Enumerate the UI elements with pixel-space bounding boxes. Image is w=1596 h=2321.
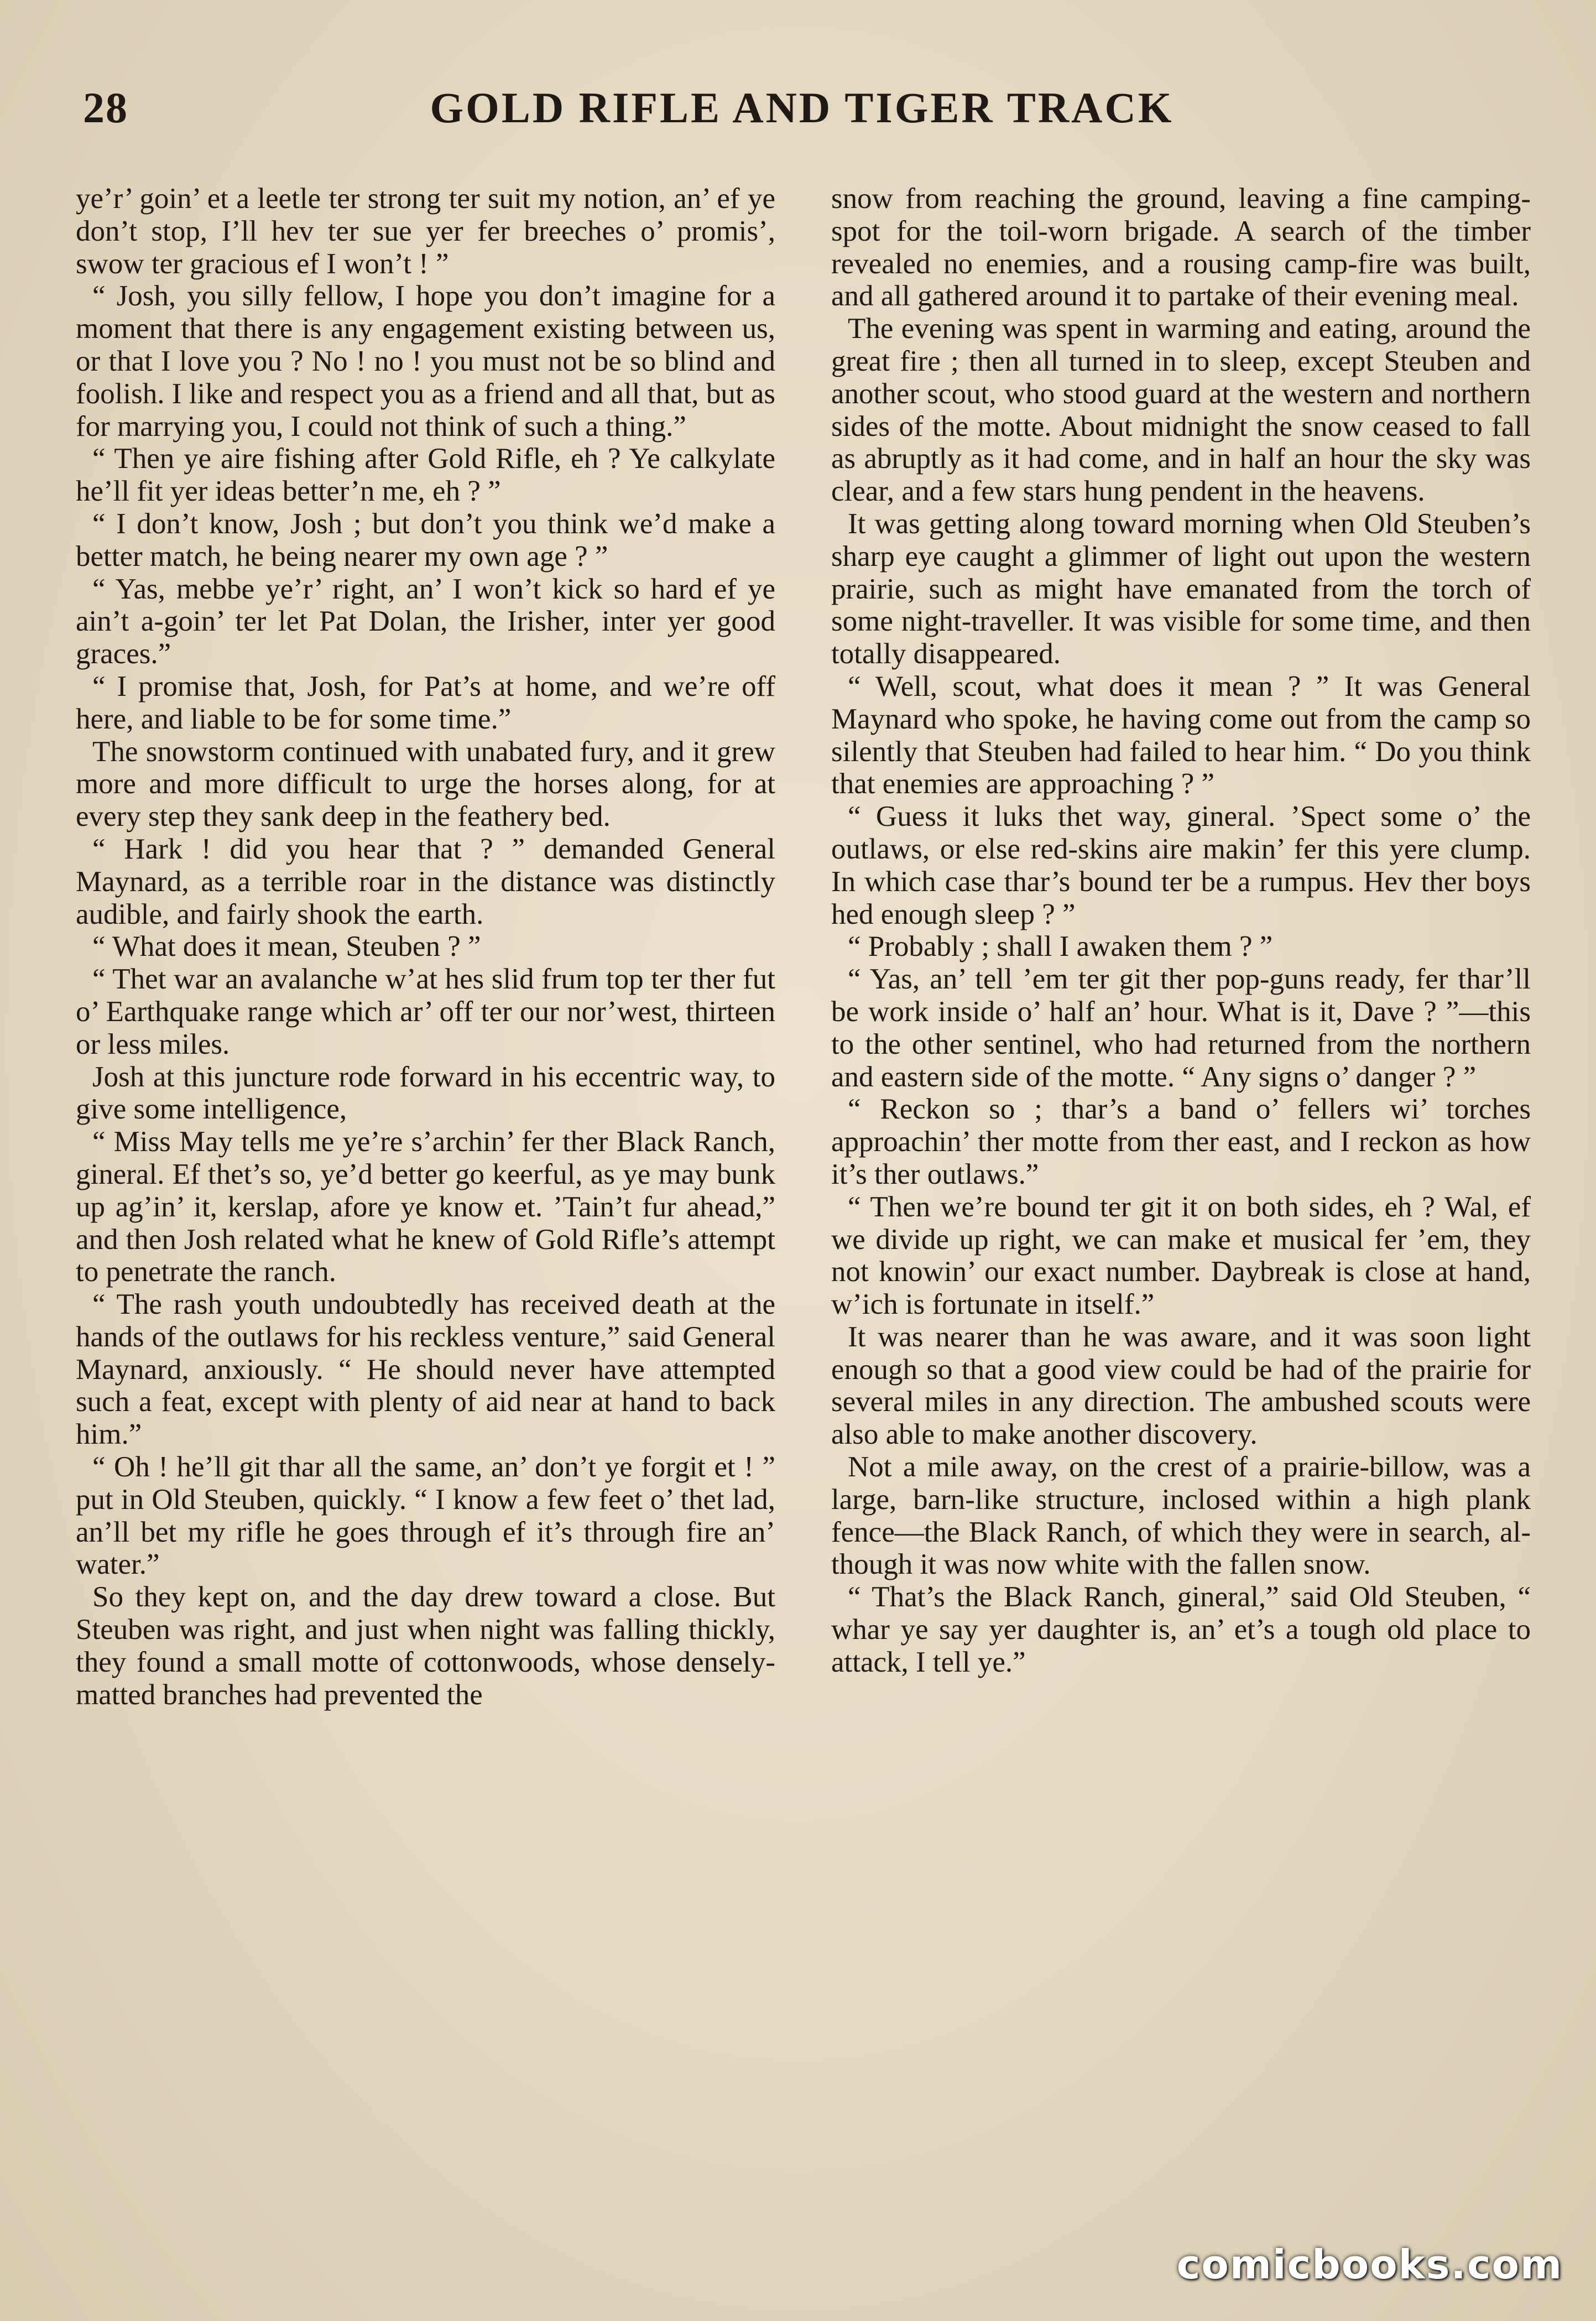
- paragraph: “ Well, scout, what does it mean ? ” It was General Maynard who spoke, he having come out from the camp so silently that Steuben had failed to hear him. “ Do you think that enemies are approaching ? ”: [831, 670, 1531, 800]
- page-header: [83, 83, 1521, 144]
- paragraph: “ Yas, mebbe ye’r’ right, an’ I won’t kick so hard ef ye ain’t a-goin’ ter let Pat Dolan, the Irisher, inter yer good graces.”: [76, 573, 775, 670]
- paragraph: “ I don’t know, Josh ; but don’t you think we’d make a better match, he being nearer my own age ? ”: [76, 507, 775, 573]
- paragraph: “ Hark ! did you hear that ? ” demanded General Maynard, as a terrible roar in the distance was distinctly audible, and fairly shook the earth.: [76, 832, 775, 930]
- paragraph: “ Miss May tells me ye’re s’archin’ fer ther Black Ranch, gineral. Ef thet’s so, ye’d better go keerful, as ye may bunk up ag’in’ it, kerslap, afore ye know et. ’Tain’t fur ahead,” and then Josh related what he knew of Gold Rifle’s attempt to penetrate the ranch.: [76, 1126, 775, 1288]
- paragraph: It was getting along toward morning when Old Steuben’s sharp eye caught a glimmer of light out upon the western prairie, such as might have emanated from the torch of some night-traveller. It was visible for some time, and then totally disappeared.: [831, 507, 1531, 670]
- paragraph: “ Then ye aire fishing after Gold Rifle, eh ? Ye calkylate he’ll fit yer ideas better’n me, eh ? ”: [76, 443, 775, 508]
- paragraph: snow from reaching the ground, leaving a fine camping-spot for the toil-worn brigade. A search of the timber revealed no enemies, and a rousing camp-fire was built, and all gathered around it to partake of their evening meal.: [831, 183, 1531, 313]
- paragraph: The evening was spent in warming and eating, around the great fire ; then all turned in to sleep, except Steuben and another scout, who stood guard at the western and northern sides of the motte. About midnight the snow ceased to fall as abruptly as it had come, and in half an hour the sky was clear, and a few stars hung pendent in the heavens.: [831, 313, 1531, 508]
- paragraph: Josh at this juncture rode forward in his eccentric way, to give some intelligence,: [76, 1060, 775, 1126]
- right-column: [831, 183, 1531, 1679]
- paragraph: “ Thet war an avalanche w’at hes slid frum top ter ther fut o’ Earthquake range which ar’ off ter our nor’west, thirteen or less miles.: [76, 963, 775, 1060]
- paragraph: ye’r’ goin’ et a leetle ter strong ter suit my notion, an’ ef ye don’t stop, I’ll hev ter sue yer fer breeches o’ promis’, swow ter gracious ef I won’t ! ”: [76, 183, 775, 280]
- left-column: [76, 183, 775, 1711]
- paragraph: “ Guess it luks thet way, gineral. ’Spect some o’ the outlaws, or else red-skins aire makin’ fer this yere clump. In which case thar’s bound ter be a rumpus. Hev ther boys hed enough sleep ? ”: [831, 800, 1531, 930]
- paragraph: “ The rash youth undoubtedly has received death at the hands of the outlaws for his reckless venture,” said General Maynard, anxiously. “ He should never have attempted such a feat, except with plenty of aid near at hand to back him.”: [76, 1288, 775, 1451]
- paragraph: “ Yas, an’ tell ’em ter git ther pop-guns ready, fer thar’ll be work inside o’ half an’ hour. What is it, Dave ? ”—this to the other sentinel, who had returned from the northern and eastern side of the motte. “ Any signs o’ danger ? ”: [831, 963, 1531, 1093]
- paragraph: “ Oh ! he’ll git thar all the same, an’ don’t ye forgit et ! ” put in Old Steuben, quickly. “ I know a few feet o’ thet lad, an’ll bet my rifle he goes through ef it’s through fire an’ water.”: [76, 1451, 775, 1581]
- page-number: 28: [83, 84, 128, 132]
- watermark: comicbooks.com: [1176, 2241, 1563, 2288]
- paragraph: “ Then we’re bound ter git it on both sides, eh ? Wal, ef we divide up right, we can make et musical fer ’em, they not knowin’ our exact number. Daybreak is close at hand, w’ich is fortunate in itself.”: [831, 1190, 1531, 1321]
- paragraph: It was nearer than he was aware, and it was soon light enough so that a good view could be had of the prairie for several miles in any direction. The ambushed scouts were also able to make another discovery.: [831, 1320, 1531, 1451]
- paragraph: “ That’s the Black Ranch, gineral,” said Old Steuben, “ whar ye say yer daughter is, an’ et’s a tough old place to attack, I tell ye.”: [831, 1581, 1531, 1678]
- paragraph: “ Reckon so ; thar’s a band o’ fellers wi’ torches approachin’ ther motte from ther east, and I reckon as how it’s ther outlaws.”: [831, 1093, 1531, 1190]
- paragraph: The snowstorm continued with unabated fury, and it grew more and more difficult to urge the horses along, for at every step they sank deep in the feathery bed.: [76, 735, 775, 833]
- paragraph: Not a mile away, on the crest of a prairie-billow, was a large, barn-like structure, inclosed within a high plank fence—the Black Ranch, of which they were in search, although it was now white with the fallen snow.: [831, 1451, 1531, 1581]
- running-title: GOLD RIFLE AND TIGER TRACK: [430, 84, 1174, 132]
- paragraph: So they kept on, and the day drew toward a close. But Steuben was right, and just when night was falling thickly, they found a small motte of cottonwoods, whose densely-matted branches had prevented the: [76, 1581, 775, 1711]
- paragraph: “ Probably ; shall I awaken them ? ”: [848, 930, 1273, 963]
- paragraph: “ I promise that, Josh, for Pat’s at home, and we’re off here, and liable to be for some time.”: [76, 670, 775, 735]
- paragraph: “ What does it mean, Steuben ? ”: [92, 930, 481, 963]
- paragraph: “ Josh, you silly fellow, I hope you don’t imagine for a moment that there is any engagement existing between us, or that I love you ? No ! no ! you must not be so blind and foolish. I like and respect you as a friend and all that, but as for marrying you, I could not think of such a thing.”: [76, 280, 775, 443]
